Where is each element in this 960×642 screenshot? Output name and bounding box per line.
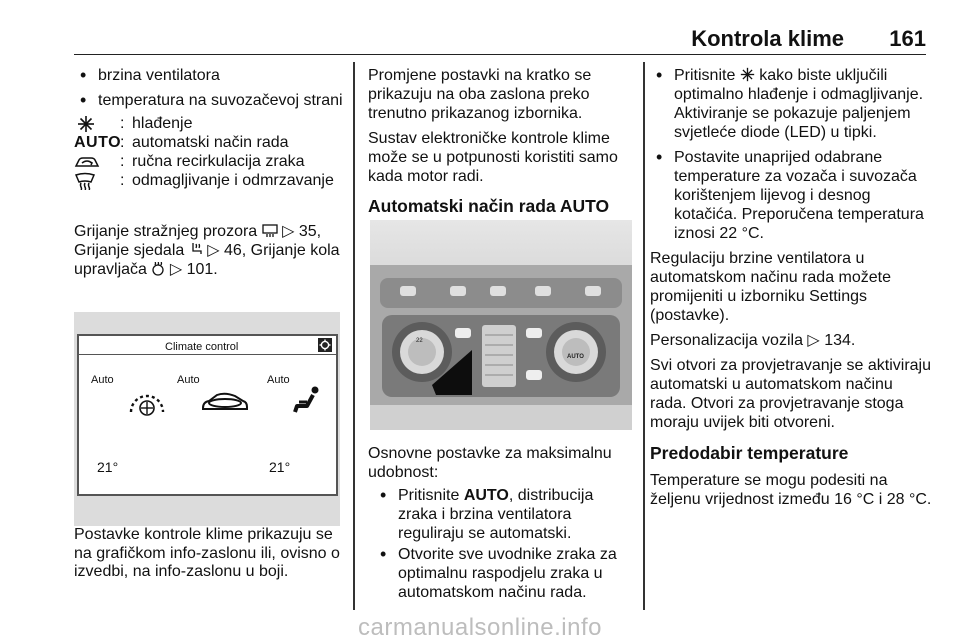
screen-temp-left: 21°: [97, 459, 119, 475]
column-2: [368, 62, 632, 601]
seat-heat-icon: [189, 242, 203, 257]
paragraph: Temperature se mogu podesiti na željenu vrijednost između 16 °C i 28 °C.: [650, 472, 932, 508]
bullet-item: • Pritisnite AUTO, distribucija zraka i brzina ventilatora reguliraju se automatski.: [368, 486, 632, 543]
recirculation-icon: [74, 152, 120, 171]
snowflake-icon: [740, 67, 755, 82]
heating-paragraph: Grijanje stražnjeg prozora ▷ 35, Grijanje sjedala ▷ 46, Grijanje kola upravljača ▷ 101.: [74, 223, 340, 278]
climate-info-screen-image: [74, 312, 340, 526]
knob-right-label: AUTO: [567, 354, 584, 360]
settings-gear-icon: [318, 338, 332, 352]
auto-label: AUTO: [74, 134, 122, 151]
ref-arrow-icon: ▷: [207, 242, 220, 259]
page-title: Kontrola klime: [691, 26, 844, 51]
climate-panel-image: [370, 220, 632, 430]
paragraph: Regulaciju brzine ventilatora u automatskom načinu rada možete promijeniti u izborniku Settings (postavke).: [650, 250, 892, 324]
legend-row: AUTO : automatski način rada: [74, 133, 346, 152]
screen-temp-right: 21°: [269, 459, 291, 475]
fan-speed-icon: [127, 384, 167, 418]
snowflake-icon: [74, 114, 120, 133]
column-1: [74, 62, 346, 580]
bullet-item: • Otvorite sve uvodnike zraka za optimalnu raspodjelu zraka u automatskom načinu rada.: [368, 545, 632, 602]
knob-left-label: 22: [416, 338, 423, 344]
rear-window-heat-icon: [262, 224, 278, 238]
watermark: carmanualsonline.info: [358, 614, 602, 641]
legend-text: odmagljivanje i odmrzavanje: [132, 172, 334, 189]
steering-wheel-heat-icon: [151, 262, 165, 276]
paragraph: Promjene postavki na kratko se prikazuju na oba zaslona preko trenutno prikazanog izbornika.: [368, 67, 592, 122]
legend-row: : hlađenje: [74, 114, 346, 133]
seat-person-icon: [293, 386, 323, 414]
screen-auto-passenger: Auto: [267, 374, 290, 386]
legend-row: : odmagljivanje i odmrzavanje: [74, 171, 346, 209]
bullet-item: • brzina ventilatora: [74, 66, 346, 85]
bullet-item: • Pritisnite kako biste uključili optimalno hlađenje i odmagljivanje. Aktiviranje se pokazuje paljenjem svjetleće diode (LED) u tipki.: [650, 66, 932, 142]
bullet-item: • temperatura na suvozačevoj strani: [74, 91, 346, 110]
auto-label: AUTO: [463, 487, 509, 504]
legend-row: : ručna recirkulacija zraka: [74, 152, 346, 171]
paragraph: Osnovne postavke za maksimalnu udobnost:: [368, 445, 612, 481]
icon-legend: [74, 114, 346, 209]
settings-paragraph: Postavke kontrole klime prikazuju se na grafičkom info-zaslonu ili, ovisno o izvedbi, na info-zaslonu u boji.: [74, 526, 340, 580]
column-divider: [643, 62, 645, 610]
car-distribution-icon: [201, 392, 249, 414]
legend-text: hlađenje: [132, 115, 193, 132]
ref-arrow-icon: ▷: [169, 261, 183, 278]
screen-auto-fan: Auto: [91, 374, 114, 386]
ref-arrow-icon: ▷: [282, 223, 295, 240]
paragraph: Personalizacija vozila ▷ 134.: [650, 332, 856, 349]
screen-auto-distribution: Auto: [177, 374, 200, 386]
page-header: [74, 24, 926, 55]
ref-arrow-icon: ▷: [807, 332, 820, 349]
legend-text: ručna recirkulacija zraka: [132, 153, 305, 170]
defrost-icon: [74, 171, 120, 209]
bullet-item: • Postavite unaprijed odabrane temperature za vozača i suvozača korištenjem lijevog i desnog kotačića. Preporučena temperatura iznosi 22 °C.: [650, 148, 932, 243]
section-heading: Automatski način rada AUTO: [368, 196, 610, 216]
legend-text: automatski način rada: [132, 134, 289, 151]
column-3: [650, 62, 932, 509]
screen-title: Climate control: [165, 341, 239, 353]
paragraph: Sustav elektroničke kontrole klime može se u potpunosti koristiti samo kada motor radi.: [368, 130, 618, 185]
column-divider: [353, 62, 355, 610]
page-number: 161: [889, 26, 926, 51]
paragraph: Svi otvori za provjetravanje se aktiviraju automatski u automatskom načinu rada. Otvori za provjetravanje stoga moraju uvijek biti otvoreni.: [650, 357, 932, 431]
section-heading: Predodabir temperature: [650, 443, 849, 463]
